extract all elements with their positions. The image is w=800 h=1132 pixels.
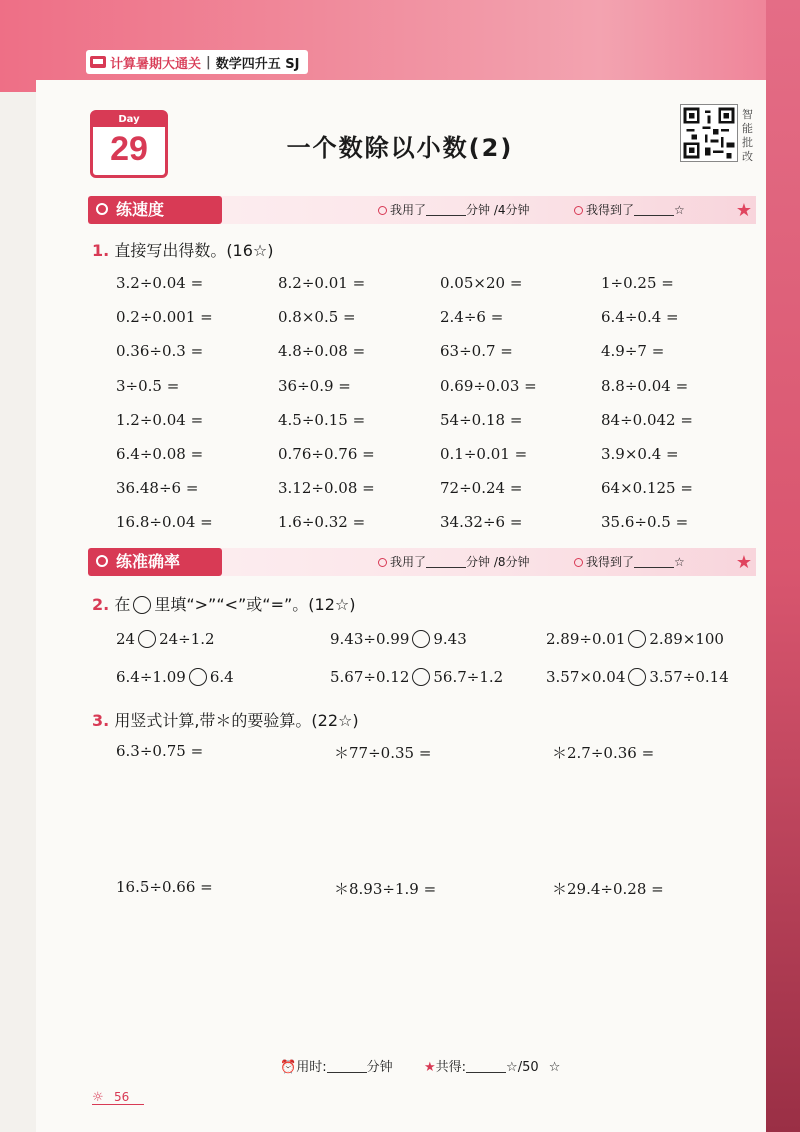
top-banner — [0, 0, 800, 92]
problem-item: 6.4÷0.4 = — [601, 308, 679, 327]
time-blank[interactable] — [426, 201, 466, 216]
vertical-calc-item: 16.5÷0.66 = — [116, 878, 213, 896]
stopwatch-icon — [96, 203, 108, 215]
check-icon — [574, 206, 583, 215]
vertical-calc-item: ＊77÷0.35 = — [334, 744, 432, 762]
qr-code-icon[interactable] — [680, 104, 738, 162]
vertical-calc-item: ＊2.7÷0.36 = — [552, 744, 655, 762]
problem-item: 0.05×20 = — [440, 274, 523, 292]
comparison-left: 9.43÷0.99 — [330, 630, 410, 648]
day-label: Day — [93, 113, 165, 127]
comparison-right: 9.43 — [433, 630, 467, 648]
comparison-item — [330, 630, 467, 648]
star-icon: ★ — [424, 1060, 436, 1075]
vertical-calc-item: 6.3÷0.75 = — [116, 742, 204, 760]
comparison-right: 56.7÷1.2 — [433, 668, 504, 686]
page-number: 56 — [92, 1090, 144, 1105]
comparison-left: 5.67÷0.12 — [330, 668, 410, 686]
problem-item: 4.5÷0.15 = — [278, 410, 366, 429]
day-number: 29 — [110, 130, 148, 168]
star-icon: ★ — [735, 200, 752, 221]
problem-item: 8.2÷0.01 = — [278, 274, 366, 292]
section-accuracy-title: 练准确率 — [88, 548, 222, 576]
section-speed-title: 练速度 — [88, 196, 222, 224]
problem-item: 4.8÷0.08 = — [278, 342, 366, 361]
score-got: 我得到了 ☆ — [574, 196, 685, 224]
problem-item: 64×0.125 = — [601, 479, 693, 498]
comparison-item — [116, 668, 234, 686]
answer-circle[interactable] — [138, 630, 156, 648]
score-blank[interactable] — [634, 201, 674, 216]
problem-item: 4.9÷7 = — [601, 342, 665, 361]
problem-item: 3.12÷0.08 = — [278, 479, 375, 498]
total-time-blank[interactable] — [327, 1058, 367, 1073]
answer-circle[interactable] — [628, 668, 646, 686]
comparison-right: 24÷1.2 — [159, 630, 215, 648]
problem-item: 1÷0.25 = — [601, 274, 674, 292]
smart-grading-label: 智能批改 — [742, 108, 753, 163]
problem-item: 84÷0.042 = — [601, 410, 693, 429]
comparison-right: 3.57÷0.14 — [649, 668, 729, 686]
footer-total: ★共得: ☆/50 ☆ — [424, 1060, 561, 1075]
comparison-left: 3.57×0.04 — [546, 668, 626, 686]
book-icon — [90, 56, 106, 68]
subject-label: 数学四升五 SJ — [215, 56, 300, 72]
problem-item: 72÷0.24 = — [440, 479, 523, 498]
sun-icon: ☼ — [92, 1090, 104, 1105]
question-1-prompt: 1. 直接写出得数。(16☆) — [92, 241, 274, 260]
problem-item: 35.6÷0.5 = — [601, 513, 689, 532]
comparison-right: 2.89×100 — [649, 630, 724, 648]
problem-item: 8.8÷0.04 = — [601, 376, 689, 395]
problem-item: 3.2÷0.04 = — [116, 274, 204, 292]
problem-item: 0.36÷0.3 = — [116, 342, 204, 361]
comparison-right: 6.4 — [209, 668, 234, 686]
answer-circle[interactable] — [412, 630, 430, 648]
problem-item: 36.48÷6 = — [116, 479, 199, 498]
problem-item: 16.8÷0.04 = — [116, 513, 213, 532]
question-3-prompt: 3. 用竖式计算,带＊的要验算。(22☆) — [92, 711, 359, 730]
clock-icon — [378, 558, 387, 567]
problem-item: 6.4÷0.08 = — [116, 445, 204, 463]
comparison-left: 2.89÷0.01 — [546, 630, 626, 648]
score-got: 我得到了 ☆ — [574, 548, 685, 576]
book-edge — [766, 0, 800, 1132]
comparison-left: 24 — [116, 630, 136, 648]
check-icon — [574, 558, 583, 567]
problem-item: 1.2÷0.04 = — [116, 410, 204, 429]
problem-item: 34.32÷6 = — [440, 513, 523, 532]
answer-circle[interactable] — [412, 668, 430, 686]
series-title: 计算暑期大通关 — [110, 56, 202, 72]
time-blank[interactable] — [426, 553, 466, 568]
header-divider: | — [206, 54, 211, 70]
section-accuracy-band — [88, 548, 756, 576]
time-used: 我用了 分钟 /8分钟 — [378, 548, 530, 576]
problem-item: 0.1÷0.01 = — [440, 445, 528, 463]
problem-item: 2.4÷6 = — [440, 308, 504, 327]
question-2-prompt: 2. 在 里填“>”“<”或“=”。(12☆) — [92, 595, 356, 614]
series-header — [86, 50, 308, 74]
circle-icon — [133, 596, 151, 614]
problem-item: 36÷0.9 = — [278, 376, 351, 395]
problem-item: 1.6÷0.32 = — [278, 513, 366, 532]
comparison-item — [330, 668, 503, 686]
page-title: 一个数除以小数(2) — [286, 134, 514, 162]
comparison-item — [546, 630, 724, 648]
problem-item: 0.69÷0.03 = — [440, 376, 537, 395]
score-blank[interactable] — [634, 553, 674, 568]
vertical-calc-item: ＊8.93÷1.9 = — [334, 880, 437, 898]
comparison-left: 6.4÷1.09 — [116, 668, 186, 686]
answer-circle[interactable] — [189, 668, 207, 686]
problem-item: 0.8×0.5 = — [278, 308, 356, 327]
problem-item: 54÷0.18 = — [440, 410, 523, 429]
target-icon — [96, 555, 108, 567]
section-speed-band — [88, 196, 756, 224]
comparison-item — [546, 668, 729, 686]
alarm-clock-icon: ⏰ — [280, 1060, 297, 1075]
footer-time: ⏰用时: 分钟 — [280, 1060, 393, 1075]
problem-item: 0.76÷0.76 = — [278, 445, 375, 463]
problem-item: 63÷0.7 = — [440, 342, 513, 361]
problem-item: 3÷0.5 = — [116, 376, 180, 395]
answer-circle[interactable] — [628, 630, 646, 648]
problem-item: 3.9×0.4 = — [601, 445, 679, 463]
star-icon: ★ — [735, 552, 752, 573]
vertical-calc-item: ＊29.4÷0.28 = — [552, 880, 664, 898]
clock-icon — [378, 206, 387, 215]
problem-item: 0.2÷0.001 = — [116, 308, 213, 327]
total-score-blank[interactable] — [466, 1058, 506, 1073]
comparison-item — [116, 630, 215, 648]
time-used: 我用了 分钟 /4分钟 — [378, 196, 530, 224]
